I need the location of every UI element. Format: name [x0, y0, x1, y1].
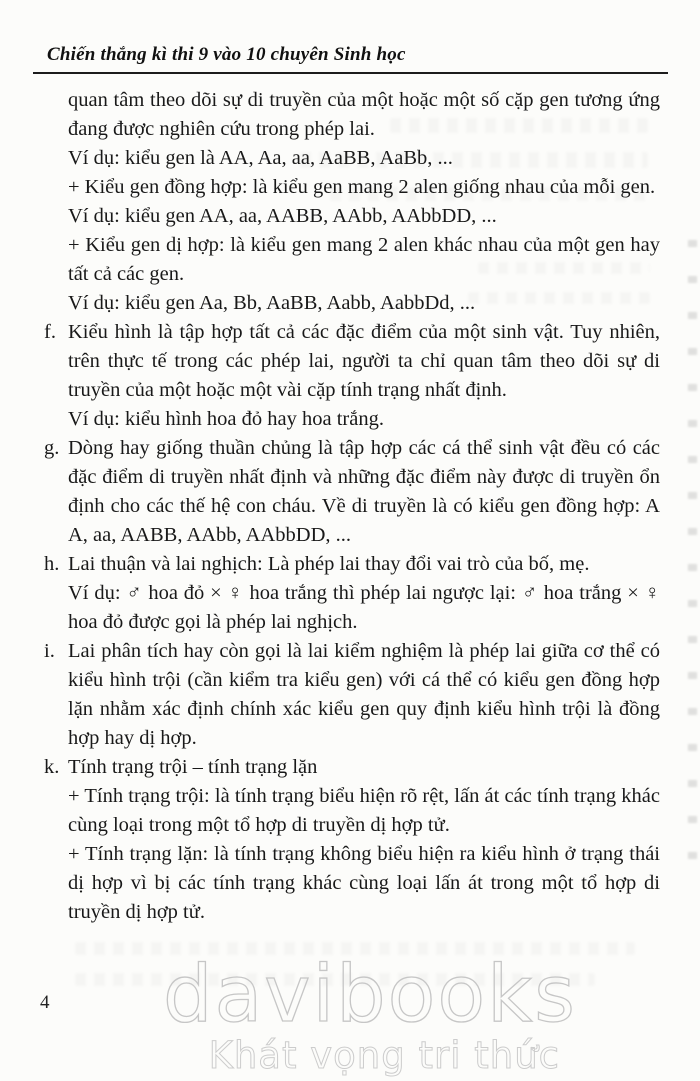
page-body-text: [44, 86, 660, 927]
page-edge-scan-marks: [688, 240, 697, 880]
list-item-h: [44, 550, 660, 579]
definition-line-dong-hop: + Kiểu gen đồng hợp: là kiểu gen mang 2 alen giống nhau của mỗi gen.: [68, 176, 656, 198]
example-line: Ví dụ: kiểu gen Aa, Bb, AaBB, Aabb, AabbDd, ...: [68, 292, 476, 314]
list-item-text: Kiểu hình là tập hợp tất cả các đặc điểm của một sinh vật. Tuy nhiên, trên thực tế trong các phép lai, người ta chỉ quan tâm theo dõi sự di truyền của một hoặc một vài cặp tính trạng nhất định.: [68, 321, 660, 401]
definition-line-di-hop: + Kiểu gen dị hợp: là kiểu gen mang 2 alen khác nhau của một gen hay tất cả các gen.: [68, 234, 660, 285]
list-item-marker: g.: [44, 437, 60, 459]
bleed-through-artifact: [75, 942, 635, 955]
list-item-k: [44, 753, 660, 782]
watermark-slogan-text: Khát vọng tri thức: [208, 1034, 560, 1077]
list-item-text: Lai thuận và lai nghịch: Là phép lai thay đổi vai trò của bố, mẹ.: [68, 553, 590, 575]
paragraph-continuation: quan tâm theo dõi sự di truyền của một hoặc một số cặp gen tương ứng đang được nghiên cứu trong phép lai.: [68, 89, 660, 140]
page-number: 4: [40, 992, 50, 1013]
list-item-text: Dòng hay giống thuần chủng là tập hợp các cá thể sinh vật đều có các đặc điểm di truyền nhất định và những đặc điểm này được di truyền ổn định cho các thế hệ con cháu. Về di truyền là có kiểu gen đồng hợp: A A, aa, AABB, AAbb, AAbbDD, ...: [68, 437, 660, 546]
list-item-marker: f.: [44, 321, 56, 343]
list-item-marker: k.: [44, 756, 60, 778]
definition-line-troi: + Tính trạng trội: là tính trạng biểu hiện rõ rệt, lấn át các tính trạng khác cùng loại trong một tổ hợp di truyền dị hợp tử.: [68, 785, 660, 836]
list-item-text: Tính trạng trội – tính trạng lặn: [68, 756, 318, 778]
book-title-header: Chiến thắng kì thi 9 vào 10 chuyên Sinh học: [47, 44, 406, 65]
example-line-cross: Ví dụ: ♂ hoa đỏ × ♀ hoa trắng thì phép lai ngược lại: ♂ hoa trắng × ♀ hoa đỏ được gọi là phép lai nghịch.: [68, 582, 660, 633]
running-header: [33, 44, 668, 74]
davibooks-watermark-slogan: [163, 1034, 660, 1077]
davibooks-watermark-logo: davibooks: [163, 950, 577, 1040]
list-item-f: [44, 318, 660, 405]
list-item-marker: i.: [44, 640, 55, 662]
list-item-marker: h.: [44, 553, 60, 575]
list-item-i: [44, 637, 660, 753]
definition-line-lan: + Tính trạng lặn: là tính trạng không biểu hiện ra kiểu hình ở trạng thái dị hợp vì bị các tính trạng khác cùng loại lấn át trong một tổ hợp di truyền dị hợp tử.: [68, 843, 660, 923]
example-line: Ví dụ: kiểu hình hoa đỏ hay hoa trắng.: [68, 408, 384, 430]
example-line: Ví dụ: kiểu gen AA, aa, AABB, AAbb, AAbbDD, ...: [68, 205, 497, 227]
list-item-text: Lai phân tích hay còn gọi là lai kiểm nghiệm là phép lai giữa cơ thể có kiểu hình trội (cần kiểm tra kiểu gen) với cá thể có kiểu gen đồng hợp lặn nhằm xác định chính xác kiểu gen quy định kiểu hình trội là đồng hợp hay dị hợp.: [68, 640, 660, 749]
list-item-g: [44, 434, 660, 550]
bleed-through-artifact: [75, 973, 595, 986]
example-line: Ví dụ: kiểu gen là AA, Aa, aa, AaBB, AaBb, ...: [68, 147, 453, 169]
